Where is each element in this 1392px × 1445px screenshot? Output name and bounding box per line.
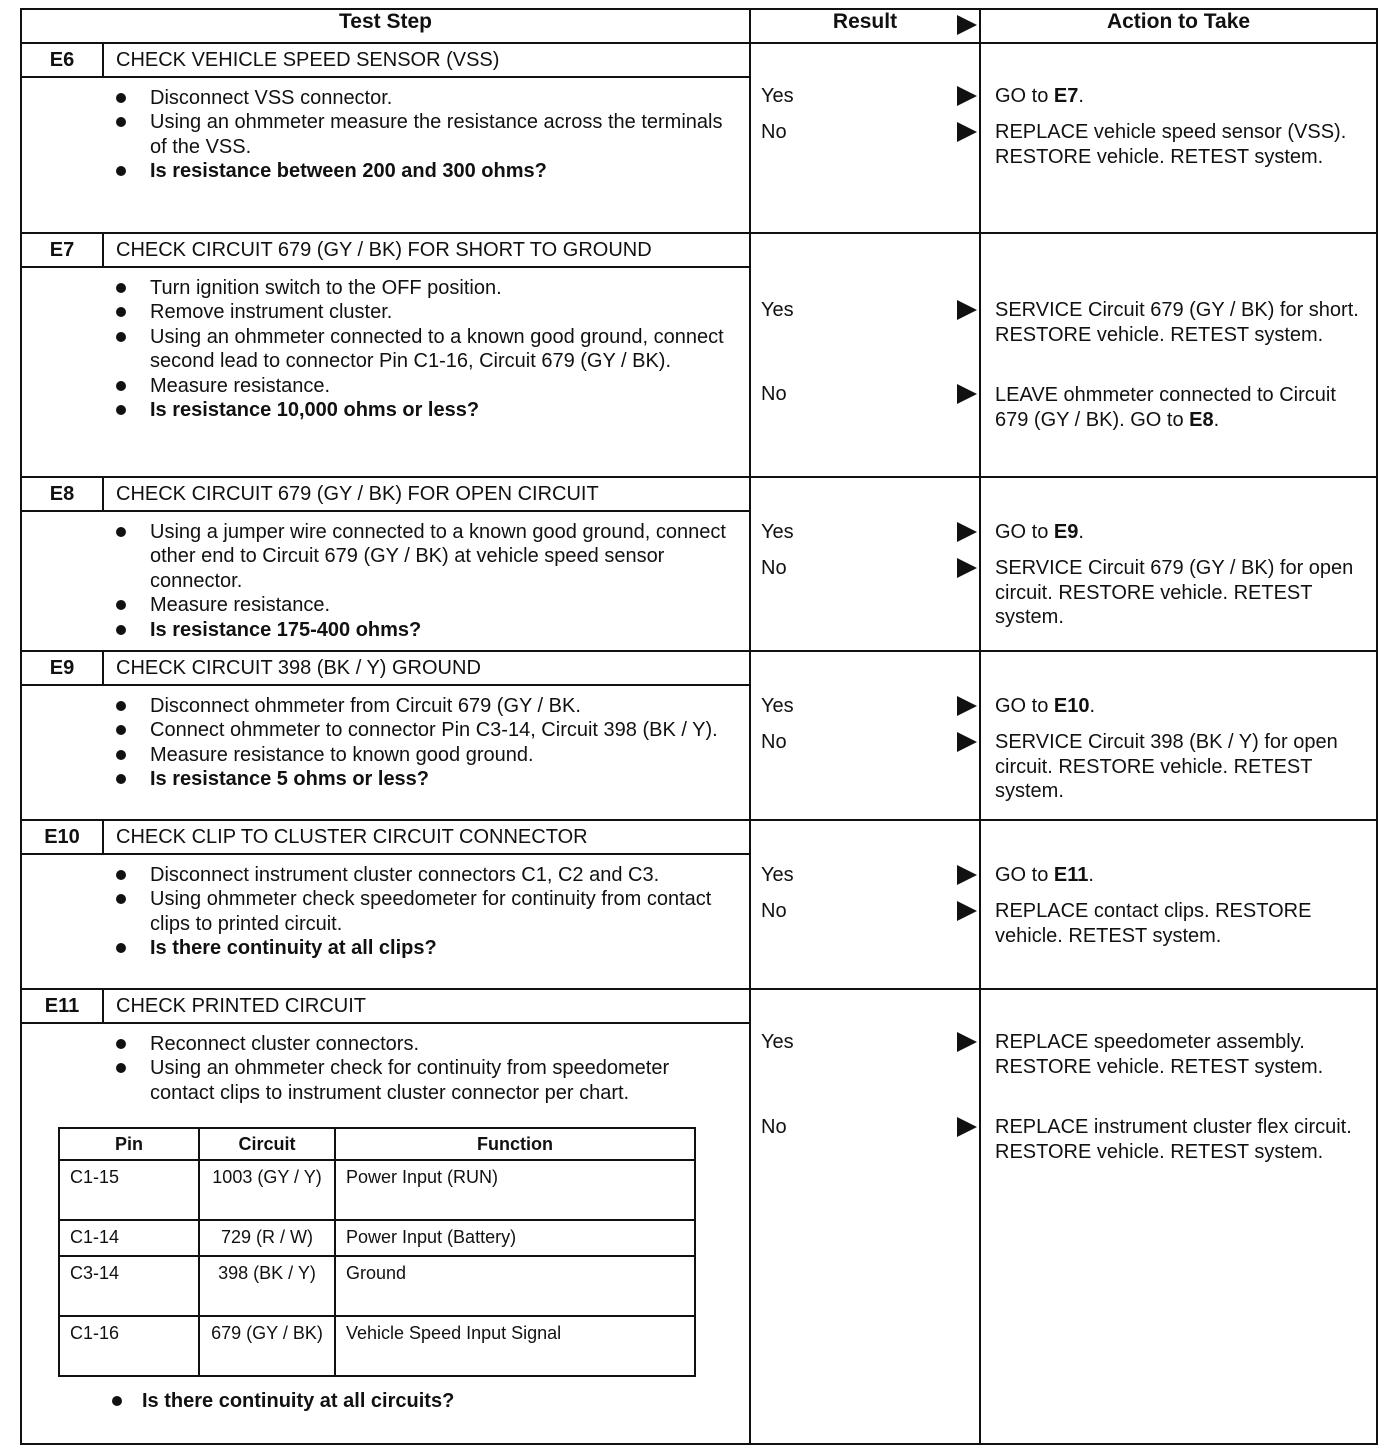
step-instructions	[22, 78, 749, 192]
action-tail: .	[1088, 864, 1094, 886]
step-question: Is resistance 175-400 ohms?	[112, 618, 739, 643]
step-row	[21, 477, 1377, 651]
action-yes	[995, 84, 1368, 109]
result-no	[761, 899, 979, 925]
action-no	[995, 556, 1368, 630]
instruction-item: Measure resistance to known good ground.	[112, 743, 739, 768]
action-text: GO to	[995, 521, 1054, 543]
step-id: E9	[22, 652, 104, 684]
goto-step: E11	[1053, 864, 1089, 886]
action-text: GO to	[995, 695, 1054, 717]
pin-chart-row	[59, 1316, 695, 1376]
step-title-row	[22, 44, 749, 78]
right-arrow-icon	[957, 15, 977, 35]
test-step-cell	[21, 233, 750, 477]
pin-header: Pin	[59, 1128, 199, 1160]
result-no	[761, 1115, 979, 1141]
step-id: E8	[22, 478, 104, 510]
action-text: REPLACE instrument cluster flex circuit. RESTORE vehicle. RETEST system.	[995, 1116, 1352, 1163]
result-no	[761, 382, 979, 408]
pin-cell: C1-14	[59, 1220, 199, 1256]
action-cell	[980, 989, 1377, 1444]
test-step-cell	[21, 651, 750, 820]
test-step-cell	[21, 820, 750, 989]
action-text: GO to	[995, 864, 1054, 886]
step-row	[21, 651, 1377, 820]
function-header: Function	[335, 1128, 695, 1160]
test-step-cell	[21, 43, 750, 233]
pin-chart	[58, 1127, 696, 1377]
step-title-row	[22, 478, 749, 512]
action-yes	[995, 694, 1368, 719]
step-question: Is there continuity at all clips?	[112, 936, 739, 961]
result-cell	[750, 651, 980, 820]
right-arrow-icon	[957, 1117, 977, 1137]
action-yes	[995, 520, 1368, 545]
step-title-row	[22, 821, 749, 855]
function-cell: Ground	[335, 1256, 695, 1316]
action-cell	[980, 820, 1377, 989]
step-id: E11	[22, 990, 104, 1022]
instruction-item: Using an ohmmeter connected to a known good ground, connect second lead to connector Pin C1-16, Circuit 679 (GY / BK).	[112, 325, 739, 374]
test-step-cell	[21, 989, 750, 1444]
result-yes-label: Yes	[761, 299, 794, 321]
result-yes	[761, 520, 979, 546]
result-yes	[761, 863, 979, 889]
action-no	[995, 383, 1368, 432]
step-title-row	[22, 234, 749, 268]
circuit-cell: 1003 (GY / Y)	[199, 1160, 335, 1220]
step-title: CHECK CLIP TO CLUSTER CIRCUIT CONNECTOR	[116, 826, 588, 848]
step-row	[21, 989, 1377, 1444]
bullet-icon	[112, 1396, 122, 1406]
instruction-item: Using an ohmmeter measure the resistance across the terminals of the VSS.	[112, 110, 739, 159]
result-yes-label: Yes	[761, 864, 794, 886]
step-title: CHECK VEHICLE SPEED SENSOR (VSS)	[116, 49, 500, 71]
result-no-label: No	[761, 731, 787, 753]
goto-step: E10	[1053, 695, 1090, 717]
result-cell	[750, 820, 980, 989]
step-id: E6	[22, 44, 104, 76]
result-yes-label: Yes	[761, 1031, 794, 1053]
step-id: E10	[22, 821, 104, 853]
right-arrow-icon	[957, 300, 977, 320]
step-row	[21, 43, 1377, 233]
instruction-item: Using a jumper wire connected to a known good ground, connect other end to Circuit 679 (GY / BK) at vehicle speed sensor connector.	[112, 520, 739, 594]
step-title-row	[22, 652, 749, 686]
result-cell	[750, 233, 980, 477]
step-question: Is resistance 5 ohms or less?	[112, 767, 739, 792]
action-text: SERVICE Circuit 679 (GY / BK) for short. RESTORE vehicle. RETEST system.	[995, 299, 1359, 346]
result-no	[761, 556, 979, 582]
result-yes	[761, 298, 979, 324]
step-title: CHECK CIRCUIT 679 (GY / BK) FOR SHORT TO GROUND	[116, 239, 652, 261]
action-tail: .	[1078, 521, 1084, 543]
right-arrow-icon	[957, 384, 977, 404]
instruction-item: Turn ignition switch to the OFF position.	[112, 276, 739, 301]
steps-body	[21, 43, 1377, 1444]
result-yes-label: Yes	[761, 521, 794, 543]
pin-chart-row	[59, 1256, 695, 1316]
header-action: Action to Take	[980, 9, 1377, 43]
right-arrow-icon	[957, 732, 977, 752]
right-arrow-icon	[957, 901, 977, 921]
circuit-cell: 729 (R / W)	[199, 1220, 335, 1256]
instruction-item: Remove instrument cluster.	[112, 300, 739, 325]
instruction-item: Measure resistance.	[112, 593, 739, 618]
step-id: E7	[22, 234, 104, 266]
instruction-item: Reconnect cluster connectors.	[112, 1032, 739, 1057]
step-question: Is resistance 10,000 ohms or less?	[112, 398, 739, 423]
header-test-step: Test Step	[21, 9, 750, 43]
action-no	[995, 899, 1368, 948]
pin-chart-row	[59, 1220, 695, 1256]
action-tail: .	[1078, 85, 1084, 107]
test-step-cell	[21, 477, 750, 651]
result-yes	[761, 694, 979, 720]
circuit-header: Circuit	[199, 1128, 335, 1160]
action-no	[995, 120, 1368, 169]
pin-chart-header-row	[59, 1128, 695, 1160]
step-question: Is resistance between 200 and 300 ohms?	[112, 159, 739, 184]
instruction-item: Disconnect VSS connector.	[112, 86, 739, 111]
action-tail: .	[1213, 408, 1220, 431]
step-row	[21, 233, 1377, 477]
right-arrow-icon	[957, 122, 977, 142]
question-text: Is there continuity at all circuits?	[142, 1390, 455, 1412]
pin-cell: C1-15	[59, 1160, 199, 1220]
step-instructions	[22, 855, 749, 969]
final-question	[22, 1381, 749, 1418]
action-no	[995, 730, 1368, 804]
function-cell: Vehicle Speed Input Signal	[335, 1316, 695, 1376]
result-cell	[750, 477, 980, 651]
pin-chart-row	[59, 1160, 695, 1220]
result-no-label: No	[761, 1116, 787, 1138]
action-no	[995, 1115, 1368, 1164]
right-arrow-icon	[957, 558, 977, 578]
action-yes	[995, 1030, 1368, 1079]
result-no-label: No	[761, 557, 787, 579]
step-instructions	[22, 512, 749, 651]
right-arrow-icon	[957, 522, 977, 542]
pin-cell: C3-14	[59, 1256, 199, 1316]
result-cell	[750, 43, 980, 233]
action-text: LEAVE ohmmeter connected to Circuit 679 (GY / BK). GO to	[995, 384, 1336, 431]
result-yes-label: Yes	[761, 695, 794, 717]
result-no	[761, 120, 979, 146]
instruction-item: Disconnect ohmmeter from Circuit 679 (GY / BK.	[112, 694, 739, 719]
result-yes	[761, 1030, 979, 1056]
action-text: REPLACE speedometer assembly. RESTORE vehicle. RETEST system.	[995, 1031, 1324, 1078]
action-cell	[980, 651, 1377, 820]
action-text: GO to	[995, 85, 1054, 107]
action-yes	[995, 863, 1368, 888]
step-instructions	[22, 686, 749, 800]
step-instructions	[22, 268, 749, 431]
goto-step: E7	[1053, 85, 1079, 107]
step-title: CHECK PRINTED CIRCUIT	[116, 995, 367, 1017]
pinpoint-test-table	[20, 8, 1378, 1445]
action-text: REPLACE vehicle speed sensor (VSS). RESTORE vehicle. RETEST system.	[995, 121, 1347, 168]
goto-step: E8	[1189, 408, 1214, 431]
action-text: SERVICE Circuit 398 (BK / Y) for open circuit. RESTORE vehicle. RETEST system.	[995, 731, 1338, 802]
result-no	[761, 730, 979, 756]
step-row	[21, 820, 1377, 989]
step-title: CHECK CIRCUIT 398 (BK / Y) GROUND	[116, 657, 481, 679]
instruction-item: Connect ohmmeter to connector Pin C3-14, Circuit 398 (BK / Y).	[112, 718, 739, 743]
step-instructions	[22, 1024, 749, 1114]
instruction-item: Disconnect instrument cluster connectors C1, C2 and C3.	[112, 863, 739, 888]
result-no-label: No	[761, 121, 787, 143]
pin-cell: C1-16	[59, 1316, 199, 1376]
result-no-label: No	[761, 900, 787, 922]
header-result-label: Result	[832, 10, 898, 33]
right-arrow-icon	[957, 86, 977, 106]
step-title: CHECK CIRCUIT 679 (GY / BK) FOR OPEN CIRCUIT	[116, 483, 599, 505]
action-cell	[980, 233, 1377, 477]
right-arrow-icon	[957, 696, 977, 716]
instruction-item: Using an ohmmeter check for continuity from speedometer contact clips to instrument cluster connector per chart.	[112, 1056, 739, 1105]
right-arrow-icon	[957, 865, 977, 885]
action-text: SERVICE Circuit 679 (GY / BK) for open circuit. RESTORE vehicle. RETEST system.	[995, 557, 1354, 628]
right-arrow-icon	[957, 1032, 977, 1052]
action-tail: .	[1089, 695, 1096, 717]
circuit-cell: 398 (BK / Y)	[199, 1256, 335, 1316]
goto-step: E9	[1053, 521, 1079, 543]
function-cell: Power Input (RUN)	[335, 1160, 695, 1220]
result-no-label: No	[761, 383, 787, 405]
instruction-item: Using ohmmeter check speedometer for continuity from contact clips to printed circuit.	[112, 887, 739, 936]
header-result	[750, 9, 980, 43]
instruction-item: Measure resistance.	[112, 374, 739, 399]
action-cell	[980, 43, 1377, 233]
action-cell	[980, 477, 1377, 651]
action-text: REPLACE contact clips. RESTORE vehicle. RETEST system.	[995, 900, 1312, 947]
circuit-cell: 679 (GY / BK)	[199, 1316, 335, 1376]
result-cell	[750, 989, 980, 1444]
action-yes	[995, 298, 1368, 347]
step-title-row	[22, 990, 749, 1024]
function-cell: Power Input (Battery)	[335, 1220, 695, 1256]
result-yes	[761, 84, 979, 110]
result-yes-label: Yes	[761, 85, 794, 107]
